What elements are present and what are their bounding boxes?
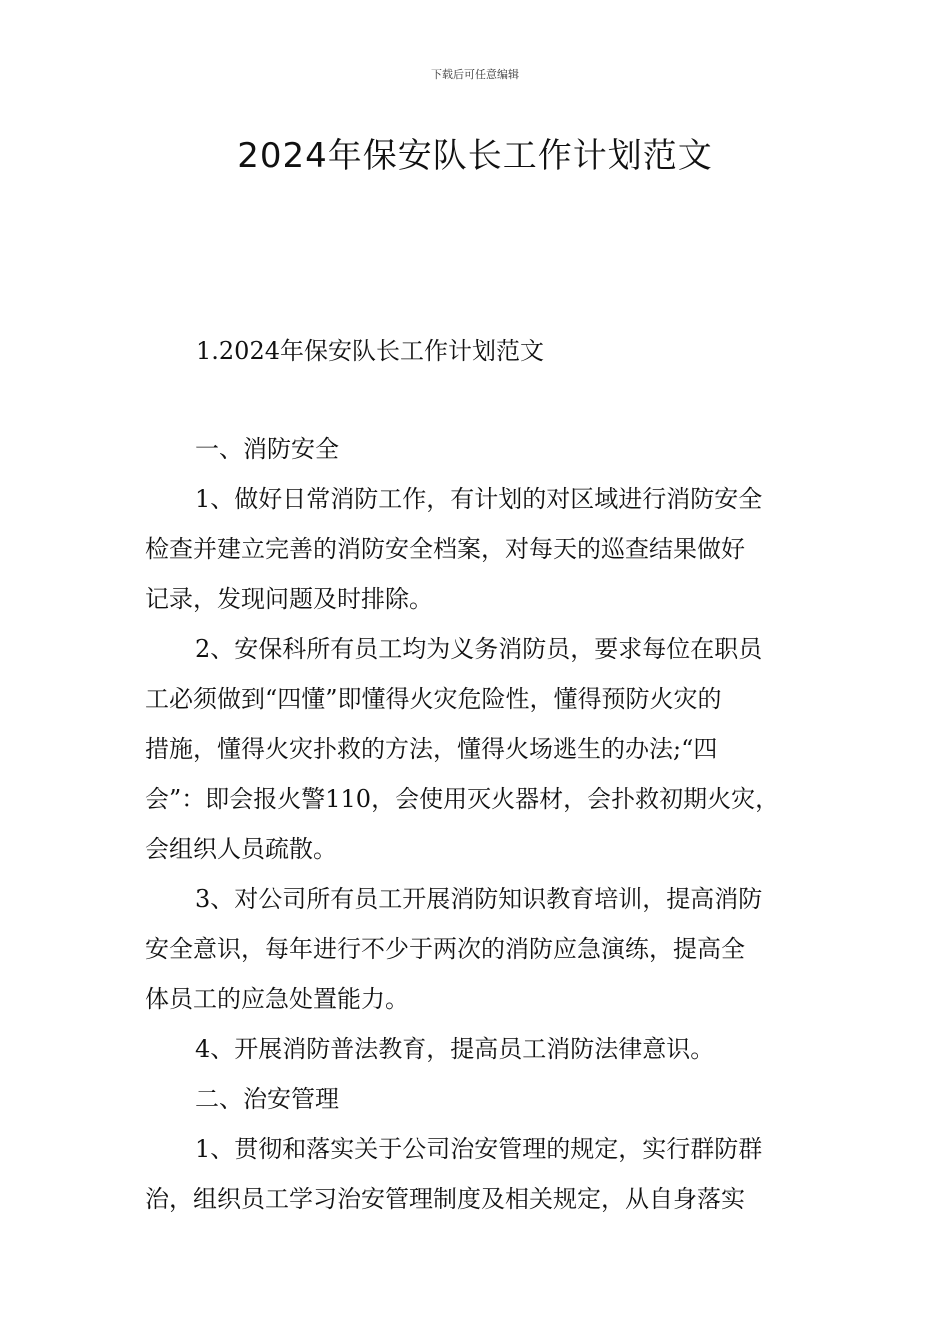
section-heading: 二、治安管理 <box>195 1085 339 1113</box>
section-heading: 一、消防安全 <box>195 435 339 463</box>
paragraph-line: 2、安保科所有员工均为义务消防员，要求每位在职员 <box>195 635 763 663</box>
paragraph-line: 1、贯彻和落实关于公司治安管理的规定，实行群防群 <box>195 1135 763 1163</box>
paragraph-line: 安全意识，每年进行不少于两次的消防应急演练，提高全 <box>145 935 745 963</box>
header-note: 下载后可任意编辑 <box>431 68 519 81</box>
paragraph-line: 记录，发现问题及时排除。 <box>145 585 433 613</box>
paragraph-line: 会组织人员疏散。 <box>145 835 337 863</box>
paragraph-line: 4、开展消防普法教育，提高员工消防法律意识。 <box>195 1035 715 1063</box>
paragraph-line: 措施，懂得火灾扑救的方法，懂得火场逃生的办法;“四 <box>145 735 718 763</box>
paragraph-line: 1、做好日常消防工作，有计划的对区域进行消防安全 <box>195 485 763 513</box>
paragraph-line: 3、对公司所有员工开展消防知识教育培训，提高消防 <box>195 885 763 913</box>
paragraph-line: 会”：即会报火警110，会使用灭火器材，会扑救初期火灾， <box>145 785 780 813</box>
document-subtitle: 1.2024年保安队长工作计划范文 <box>196 337 544 365</box>
paragraph-line: 工必须做到“四懂”即懂得火灾危险性，懂得预防火灾的 <box>145 685 722 713</box>
document-body <box>145 424 805 1224</box>
paragraph-line: 体员工的应急处置能力。 <box>145 985 409 1013</box>
document-title: 2024年保安队长工作计划范文 <box>237 136 713 176</box>
paragraph-line: 检查并建立完善的消防安全档案，对每天的巡查结果做好 <box>145 535 745 563</box>
paragraph-line: 治，组织员工学习治安管理制度及相关规定，从自身落实 <box>145 1185 745 1213</box>
